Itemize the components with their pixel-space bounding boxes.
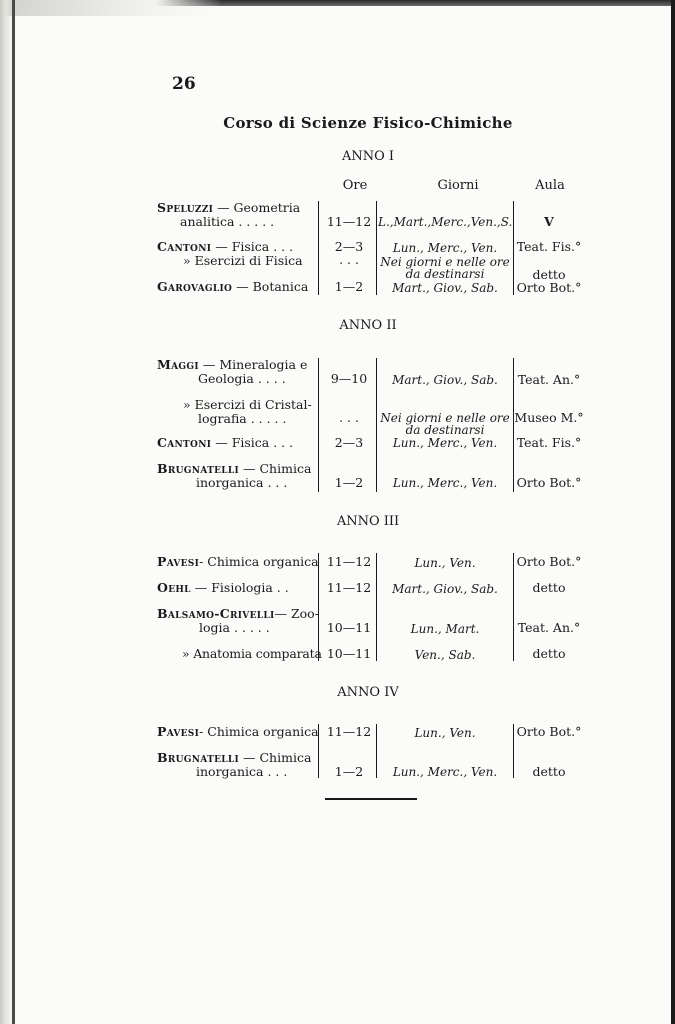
course-subject: — Zoo-	[274, 606, 319, 621]
course-room: Teat. An.°	[517, 620, 581, 635]
course-subject: - Chimica organica	[199, 724, 319, 739]
course-subject: — Fisiologia . .	[194, 580, 289, 595]
course-room: Orto Bot.°	[516, 280, 582, 295]
course-subject-continued: lografia . . . . .	[198, 411, 287, 426]
course-subject: — Chimica	[243, 461, 312, 476]
course-room: detto	[532, 646, 566, 661]
course-subject-continued: Geologia . . . .	[198, 371, 286, 386]
course-hours: 1—2	[334, 764, 364, 779]
year-heading-4: ANNO IV	[337, 685, 399, 700]
course-hours: 1—2	[334, 279, 364, 294]
course-hours: 11—12	[326, 580, 372, 595]
course-hours: 11—12	[326, 724, 372, 739]
course-entry	[157, 725, 319, 739]
course-days: Ven., Sab.	[414, 648, 476, 662]
column-divider	[318, 201, 319, 295]
column-header-aula: Aula	[535, 178, 565, 193]
column-divider	[376, 553, 377, 661]
scan-top-shadow	[0, 0, 220, 16]
course-entry	[157, 280, 308, 294]
column-divider	[318, 358, 319, 492]
course-subject: — Chimica	[243, 750, 312, 765]
year-heading-3: ANNO III	[336, 514, 400, 529]
course-entry	[157, 607, 319, 621]
course-hours: 10—11	[326, 620, 372, 635]
course-entry	[157, 240, 293, 254]
course-hours: . . .	[339, 252, 359, 267]
teacher-name: Maggi	[157, 357, 199, 372]
course-entry	[157, 358, 307, 372]
course-days: Nei giorni e nelle ore	[380, 255, 510, 269]
course-days: Lun., Merc., Ven.	[392, 765, 498, 779]
course-days: Mart., Giov., Sab.	[392, 582, 498, 596]
course-days: Lun., Merc., Ven.	[392, 241, 498, 255]
course-days: Lun., Mart.	[410, 622, 480, 636]
course-subject: » Esercizi di Cristal-	[183, 397, 312, 412]
course-subject: - Chimica organica	[199, 554, 319, 569]
teacher-name: Garovaglio	[157, 279, 233, 294]
course-entry	[157, 436, 293, 450]
course-hours: 11—12	[326, 214, 372, 229]
teacher-name: Brugnatelli	[157, 750, 240, 765]
column-divider	[513, 553, 514, 661]
course-room: Orto Bot.°	[516, 724, 582, 739]
teacher-name: Cantoni	[157, 435, 212, 450]
teacher-name: Cantoni	[157, 239, 212, 254]
course-days-continued: da destinarsi	[405, 423, 485, 437]
course-subject: — Fisica . . .	[215, 239, 294, 254]
course-hours: 9—10	[330, 371, 368, 386]
course-subject-continued: analitica . . . . .	[180, 214, 275, 229]
course-subject: — Fisica . . .	[215, 435, 294, 450]
course-room: Museo M.°	[514, 410, 584, 425]
course-subject: — Mineralogia e	[202, 357, 308, 372]
course-entry	[157, 462, 311, 476]
teacher-name: Pavesi	[157, 554, 200, 569]
teacher-name: Pavesi	[157, 724, 200, 739]
course-room: Teat. Fis.°	[516, 239, 582, 254]
course-hours: 2—3	[334, 435, 364, 450]
course-subject: — Geometria	[217, 200, 301, 215]
course-room: V	[544, 214, 554, 229]
course-entry	[157, 581, 289, 595]
course-entry	[157, 555, 319, 569]
closing-rule	[325, 798, 417, 800]
course-hours: 2—3	[334, 239, 364, 254]
course-days: Mart., Giov., Sab.	[392, 373, 498, 387]
course-days: Lun., Merc., Ven.	[392, 476, 498, 490]
course-entry	[157, 201, 300, 215]
course-room: detto	[532, 764, 566, 779]
course-room: detto	[532, 580, 566, 595]
column-header-giorni: Giorni	[437, 178, 479, 193]
course-room: Orto Bot.°	[516, 475, 582, 490]
course-hours: 10—11	[326, 646, 372, 661]
teacher-name: Speluzzi	[157, 200, 214, 215]
course-days: Mart., Giov., Sab.	[392, 281, 498, 295]
year-heading-2: ANNO II	[339, 318, 397, 333]
course-days: Nei giorni e nelle ore	[380, 411, 510, 425]
course-subject: » Esercizi di Fisica	[183, 253, 303, 268]
course-hours: 11—12	[326, 554, 372, 569]
course-days: Lun., Ven.	[414, 556, 476, 570]
course-subject-continued: inorganica . . .	[196, 764, 288, 779]
course-subject-continued: inorganica . . .	[196, 475, 288, 490]
course-days: L.,Mart.,Merc.,Ven.,S.	[378, 215, 513, 229]
page-title: Corso di Scienze Fisico-Chimiche	[223, 114, 513, 132]
course-entry	[157, 751, 311, 765]
course-room: detto	[532, 267, 566, 282]
teacher-name: Oehl	[157, 580, 191, 595]
teacher-name: Balsamo-Crivelli	[157, 606, 275, 621]
year-heading-1: ANNO I	[341, 149, 395, 164]
course-subject: » Anatomia comparata	[182, 646, 322, 661]
course-hours: 1—2	[334, 475, 364, 490]
course-room: Orto Bot.°	[516, 554, 582, 569]
course-subject: — Botanica	[236, 279, 309, 294]
column-header-ore: Ore	[342, 178, 368, 193]
course-days-continued: da destinarsi	[405, 267, 485, 281]
teacher-name: Brugnatelli	[157, 461, 240, 476]
course-days: Lun., Merc., Ven.	[392, 436, 498, 450]
course-subject-continued: logia . . . . .	[199, 620, 270, 635]
course-days: Lun., Ven.	[414, 726, 476, 740]
course-hours: . . .	[339, 410, 359, 425]
course-room: Teat. Fis.°	[516, 435, 582, 450]
course-room: Teat. An.°	[517, 372, 581, 387]
page-number: 26	[172, 74, 196, 94]
